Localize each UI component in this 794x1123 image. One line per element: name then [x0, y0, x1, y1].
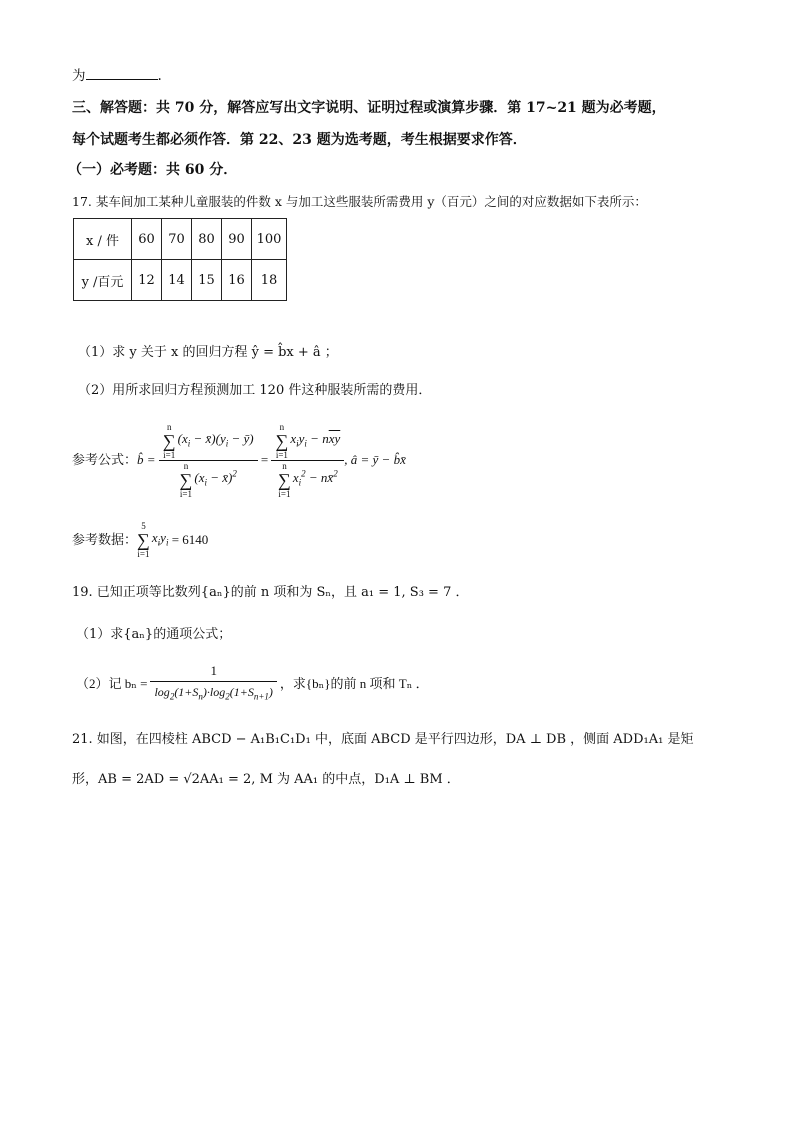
section-header-line-1: 三、解答题：共 70 分，解答应写出文字说明、证明过程或演算步骤．第 17~21 题为必考题， — [72, 100, 666, 116]
table-row — [74, 260, 287, 301]
table-cell: 18 — [252, 260, 287, 301]
q17-stem: 17. 某车间加工某种儿童服装的件数 x 与加工这些服装所需费用 y（百元）之间的对应数据如下表所示： — [72, 194, 647, 209]
q19-fraction: $\frac{1}{\log_2(1+S_n)\cdot\log_2(1+S_{n+1})}$ — [150, 661, 276, 706]
table-cell: 70 — [162, 219, 192, 260]
reference-data: 参考数据： 5 ∑ i=1 $x_iy_i$ = 6140 — [72, 521, 209, 559]
subsection-title: （一）必考题：共 60 分． — [68, 162, 238, 178]
answer-blank — [86, 66, 158, 80]
formula-label: 参考公式： — [72, 452, 138, 467]
table-cell: 14 — [162, 260, 192, 301]
table-cell: 80 — [192, 219, 222, 260]
table-cell: 100 — [252, 219, 287, 260]
formula-fraction-1: n ∑ $i=1(x_i$ − $x̄)(y_i$ − ȳ) n ∑ $i=1(x_i$ − x̄)$^2$ — [159, 422, 258, 499]
q19-part-2 — [76, 660, 429, 708]
table-row-header-x: x / 件 — [74, 219, 132, 260]
table-cell: 16 — [222, 260, 252, 301]
fragment-prefix: 为 — [72, 68, 86, 84]
q19-part-2-prefix: （2）记 bₙ = — [76, 676, 148, 691]
table-row — [74, 219, 287, 260]
formula-a-hat: , â = ȳ − b̂x̄ — [344, 452, 406, 467]
table-cell: 90 — [222, 219, 252, 260]
section-header-line-2: 每个试题考生都必须作答．第 22、23 题为选考题，考生根据要求作答． — [72, 132, 527, 148]
formula-fraction-2: n ∑ $i=1x_iy_i - n\overline{xy}$ n ∑ $i=1x_i^2$ − nx̄$^2$ — [271, 422, 344, 499]
reference-formula: 参考公式： b̂ = n ∑ $i=1(x_i$ − $x̄)(y_i$ − ȳ) n ∑ $i=1(x_i$ − x̄)$^2$ = n ∑ $i=1x_iy_i - n\overline{xy}$ n ∑ $i=1x_i^2$ − nx̄$^2$ , â = ȳ − b̂x̄ — [72, 421, 406, 499]
q17-part-1: （1）求 y 关于 x 的回归方程 ŷ = b̂x + â ； — [78, 345, 338, 360]
data-expression: $x_iy_i$ — [151, 529, 169, 548]
q19-stem: 19. 已知正项等比数列{aₙ}的前 n 项和为 Sₙ，且 a₁ = 1, S₃ = 7 ． — [72, 585, 469, 600]
q21-line-2: 形，AB = 2AD = √2AA₁ = 2, M 为 AA₁ 的中点，D₁A ⊥ BM ． — [72, 772, 460, 787]
data-label: 参考数据： — [72, 532, 138, 547]
fragment-suffix: . — [157, 68, 162, 84]
table-cell: 12 — [132, 260, 162, 301]
q19-part-2-suffix: ，求{bₙ}的前 n 项和 Tₙ ． — [279, 676, 429, 691]
formula-b-hat: b̂ = — [137, 452, 159, 467]
q19-part-1: （1）求{aₙ}的通项公式； — [76, 627, 232, 642]
q21-line-1: 21. 如图，在四棱柱 ABCD − A₁B₁C₁D₁ 中，底面 ABCD 是平行四边形，DA ⊥ DB ，侧面 ADD₁A₁ 是矩 — [72, 732, 694, 747]
top-fragment — [72, 66, 162, 86]
table-cell: 60 — [132, 219, 162, 260]
table-cell: 15 — [192, 260, 222, 301]
data-value: = 6140 — [171, 532, 209, 547]
table-row-header-y: y /百元 — [74, 260, 132, 301]
q17-part-2: （2）用所求回归方程预测加工 120 件这种服装所需的费用． — [78, 383, 432, 398]
q17-data-table — [73, 218, 287, 301]
